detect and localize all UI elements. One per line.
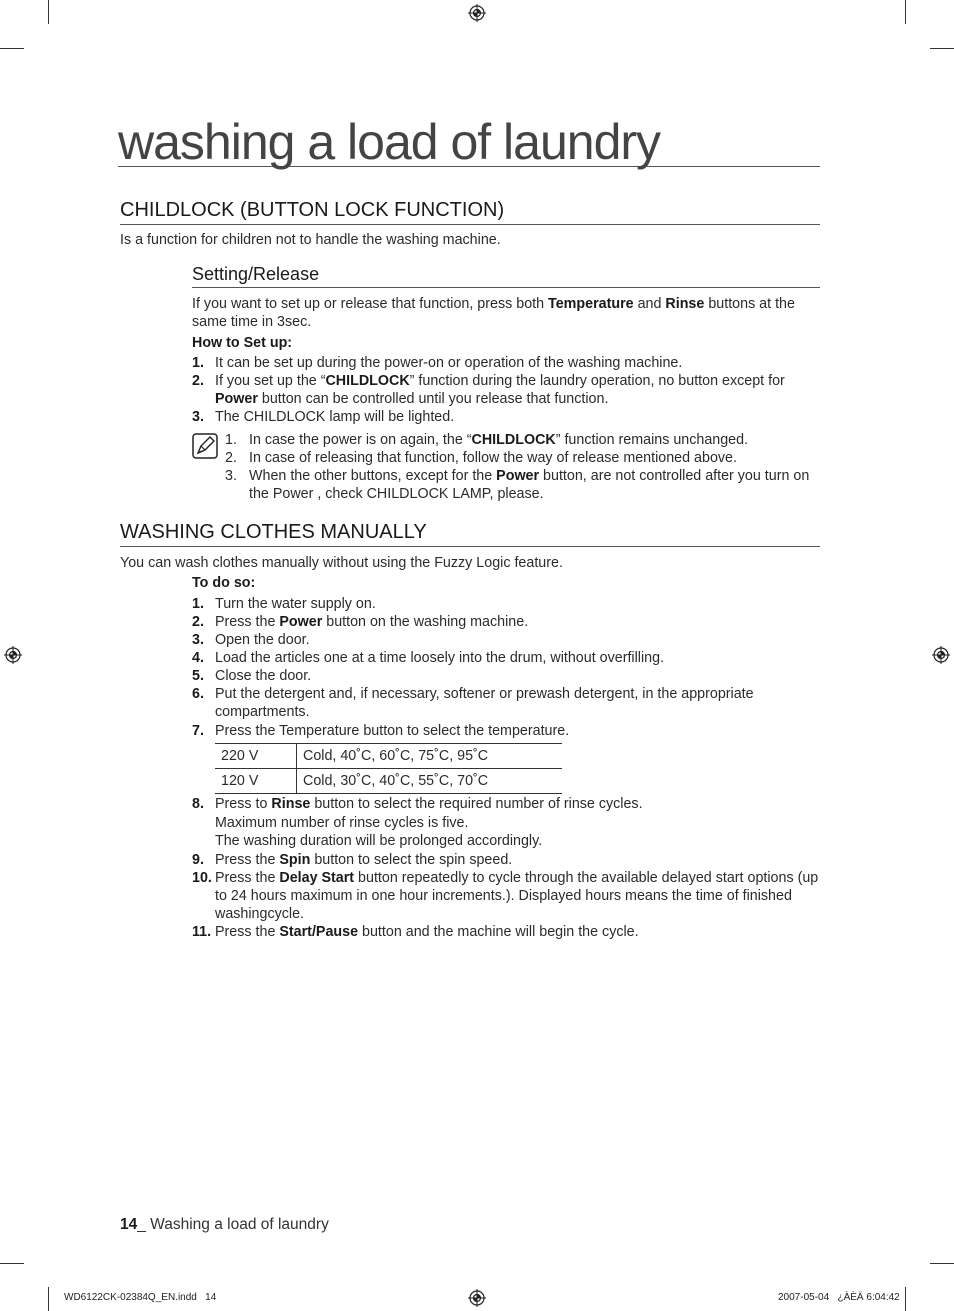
crop-mark xyxy=(0,1263,24,1264)
childlock-notes-list xyxy=(225,431,820,503)
table-cell-temps: Cold, 30˚C, 40˚C, 55˚C, 70˚C xyxy=(297,769,563,794)
crop-mark xyxy=(48,0,49,24)
list-item: 11. Press the Start/Pause button and the machine will begin the cycle. xyxy=(192,923,639,940)
list-item: 8. Press to Rinse button to select the required number of rinse cycles. Maximum number of rinse cycles is five. The washing duration will be prolonged accordingly. xyxy=(192,796,643,849)
crop-mark xyxy=(930,1263,954,1264)
list-item: 5. Close the door. xyxy=(192,668,312,684)
section-heading-childlock: CHILDLOCK (BUTTON LOCK FUNCTION) xyxy=(120,197,820,225)
note-item: 1. In case the power is on again, the “CHILDLOCK” function remains unchanged. xyxy=(225,432,749,448)
page-footer xyxy=(120,1216,329,1234)
list-item: 1. It can be set up during the power-on or operation of the washing machine. xyxy=(192,355,683,371)
setting-release-text: If you want to set up or release that function, press both Temperature and Rinse buttons at the same time in 3sec. xyxy=(192,296,795,330)
table-cell-voltage: 120 V xyxy=(215,769,297,794)
list-item: 3. Open the door. xyxy=(192,632,310,648)
note-item: 3. When the other buttons, except for the Power button, are not controlled after you turn on the Power , check CHILDLOCK LAMP, please. xyxy=(225,468,810,502)
section-heading-washing-manually: WASHING CLOTHES MANUALLY xyxy=(120,519,820,547)
table-row xyxy=(215,769,562,794)
page-footer-label: _ Washing a load of laundry xyxy=(137,1216,329,1233)
childlock-intro: Is a function for children not to handle the washing machine. xyxy=(120,232,501,248)
crop-mark xyxy=(48,1287,49,1311)
crop-mark xyxy=(0,48,24,49)
list-item: 4. Load the articles one at a time loosely into the drum, without overfilling. xyxy=(192,650,665,666)
page-title: washing a load of laundry xyxy=(118,112,820,167)
pencil-note-icon xyxy=(192,433,218,459)
slug-filename: WD6122CK-02384Q_EN.indd 14 xyxy=(64,1292,217,1303)
page-number: 14 xyxy=(120,1216,138,1233)
temperature-table xyxy=(215,743,562,794)
registration-icon xyxy=(4,646,22,664)
registration-icon xyxy=(932,646,950,664)
crop-mark xyxy=(905,0,906,24)
subsection-heading-setting-release: Setting/Release xyxy=(192,262,820,288)
list-item: 2. Press the Power button on the washing machine. xyxy=(192,614,529,630)
todo-label: To do so: xyxy=(192,575,256,591)
list-item: 10. Press the Delay Start button repeatedly to cycle through the available delayed start options (up to 24 hours maximum in one hour increments.). Displayed hours means the time of finished washingcycle. xyxy=(192,869,819,922)
list-item: 2. If you set up the “CHILDLOCK” function during the laundry operation, no button except for Power button can be controlled until you release that function. xyxy=(192,373,785,407)
crop-mark xyxy=(905,1287,906,1311)
childlock-steps-list xyxy=(192,354,820,426)
registration-icon xyxy=(468,1289,486,1307)
note-item: 2. In case of releasing that function, follow the way of release mentioned above. xyxy=(225,450,737,466)
slug-timestamp: 2007-05-04 ¿ÀÈÄ 6:04:42 xyxy=(778,1292,900,1303)
manual-intro: You can wash clothes manually without using the Fuzzy Logic feature. xyxy=(120,555,563,571)
table-cell-temps: Cold, 40˚C, 60˚C, 75˚C, 95˚C xyxy=(297,744,563,769)
manual-steps-list xyxy=(192,595,820,740)
list-item: 7. Press the Temperature button to select the temperature. xyxy=(192,723,570,739)
table-cell-voltage: 220 V xyxy=(215,744,297,769)
list-item: 3. The CHILDLOCK lamp will be lighted. xyxy=(192,409,455,425)
howto-label: How to Set up: xyxy=(192,335,293,351)
table-row xyxy=(215,744,562,769)
list-item: 6. Put the detergent and, if necessary, softener or prewash detergent, in the appropriate compartments. xyxy=(192,686,754,720)
crop-mark xyxy=(930,48,954,49)
list-item: 9. Press the Spin button to select the spin speed. xyxy=(192,851,513,868)
manual-steps-list-continued xyxy=(192,795,820,941)
registration-icon xyxy=(468,4,486,22)
list-item: 1. Turn the water supply on. xyxy=(192,596,376,612)
